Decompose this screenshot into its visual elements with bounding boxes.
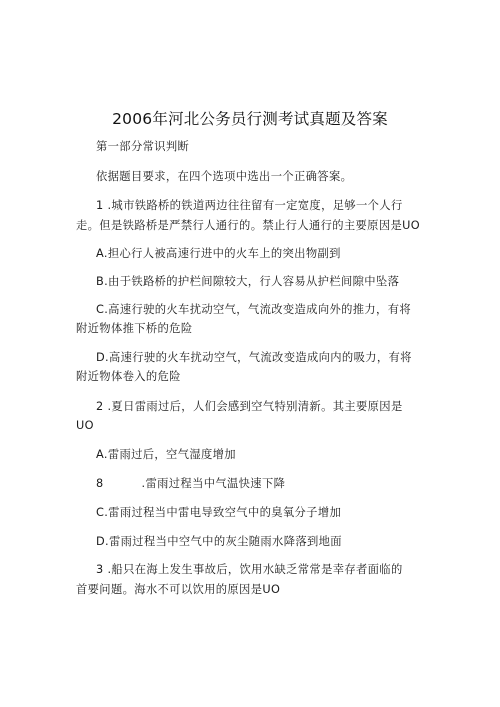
question-2-stem-line-2: UO (76, 419, 94, 432)
question-1-option-c-line-1: C.高速行驶的火车扰动空气，气流改变造成向外的推力，有将 (96, 303, 412, 316)
question-1-stem-line-2: 走。但是铁路桥是严禁行人通行的。禁止行人通行的主要原因是UO (76, 219, 420, 232)
question-2-option-b-text: .雷雨过程当中气温快速下降 (141, 477, 286, 490)
question-1-stem-line-1: 1 .城市铁路桥的铁道两边往往留有一定宽度，足够一个人行 (96, 199, 403, 212)
question-3-stem-line-2: 首要问题。海水不可以饮用的原因是UO (76, 583, 281, 596)
question-2-option-b-label: 8 (96, 477, 104, 490)
question-1-option-d-line-1: D.高速行驶的火车扰动空气，气流改变造成向内的吸力，有将 (96, 351, 412, 364)
document-title: 2006年河北公务员行测考试真题及答案 (112, 110, 388, 128)
question-2-option-c: C.雷雨过程当中雷电导致空气中的臭氧分子增加 (96, 506, 342, 519)
question-2-option-a: A.雷雨过后，空气湿度增加 (96, 448, 236, 461)
question-3-stem-line-1: 3 .船只在海上发生事故后，饮用水缺乏常常是幸存者面临的 (96, 563, 403, 576)
question-2-option-b (96, 477, 285, 491)
question-2-option-d: D.雷雨过程当中空气中的灰尘随雨水降落到地面 (96, 535, 342, 548)
question-1-option-a: A.担心行人被高速行进中的火车上的突出物副到 (96, 247, 341, 260)
question-1-option-d-line-2: 附近物体卷入的危险 (76, 370, 181, 383)
question-1-option-b: B.由于铁路桥的护栏间隙较大，行人容易从护栏间隙中坠落 (96, 275, 400, 288)
question-1-option-c-line-2: 附近物体推下桥的危险 (76, 322, 193, 335)
question-2-stem-line-1: 2 .夏日雷雨过后，人们会感到空气特别清新。其主要原因是 (96, 400, 403, 413)
section-heading: 第一部分常识判断 (96, 140, 190, 153)
instructions: 依据题目要求，在四个选项中选出一个正确答案。 (96, 170, 353, 183)
